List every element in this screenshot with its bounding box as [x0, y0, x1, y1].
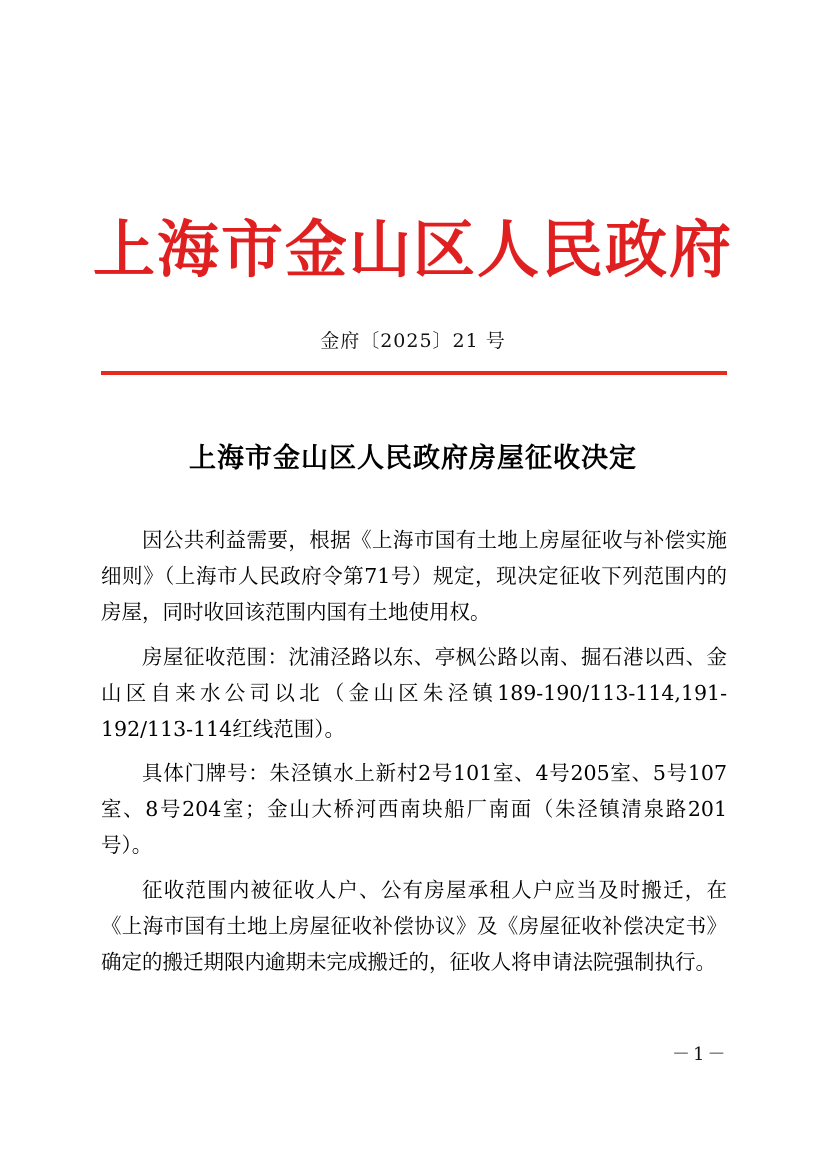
paragraph-purpose: 因公共利益需要，根据《上海市国有土地上房屋征收与补偿实施细则》（上海市人民政府令第71号）规定，现决定征收下列范围内的房屋，同时收回该范围内国有土地使用权。	[101, 528, 727, 624]
document-number: 金府〔2025〕21 号	[320, 330, 506, 352]
page-number: －1－	[672, 1044, 729, 1065]
paragraph-scope: 房屋征收范围：沈浦泾路以东、亭枫公路以南、掘石港以西、金山区自来水公司以北（金山区朱泾镇189-190/113-114,191-192/113-114红线范围）。	[101, 644, 727, 741]
paragraph-addresses: 具体门牌号：朱泾镇水上新村2号101室、4号205室、5号107室、8号204室；金山大桥河西南块船厂南面（朱泾镇清泉路201号）。	[101, 761, 727, 857]
paragraph-relocation: 征收范围内被征收人户、公有房屋承租人户应当及时搬迁，在《上海市国有土地上房屋征收补偿协议》及《房屋征收补偿决定书》确定的搬迁期限内逾期未完成搬迁的，征收人将申请法院强制执行。	[101, 877, 727, 974]
issuer-masthead: 上海市金山区人民政府	[92, 213, 733, 286]
red-divider-line	[101, 371, 727, 375]
document-title: 上海市金山区人民政府房屋征收决定	[189, 443, 637, 474]
document-body	[101, 522, 727, 988]
